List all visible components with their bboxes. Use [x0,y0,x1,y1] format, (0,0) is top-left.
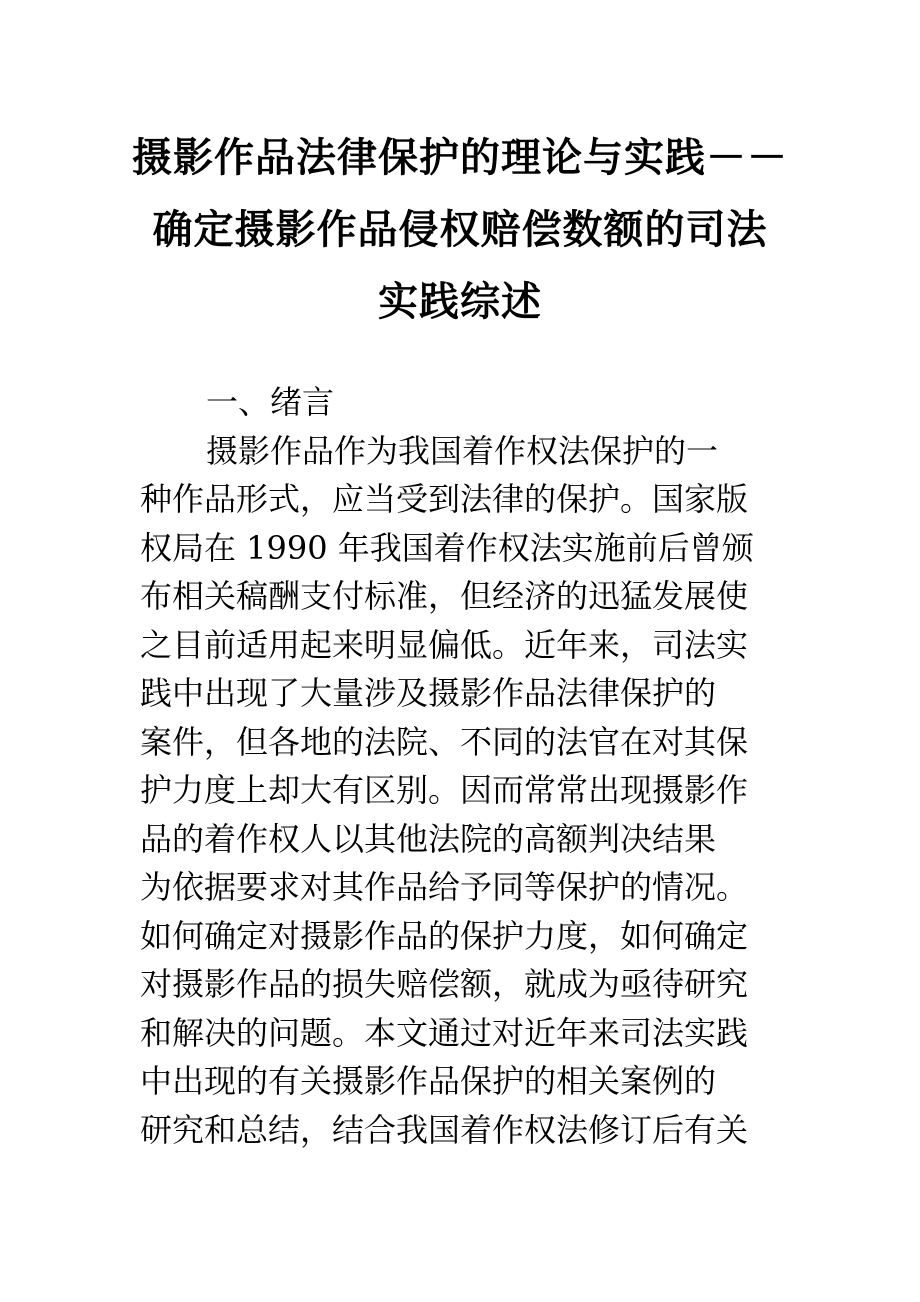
paragraph-line: 权局在 1990 年我国着作权法实施前后曾颁 [140,528,754,567]
paragraph-line: 品的着作权人以其他法院的高额判决结果 [140,819,717,858]
document-body [140,378,820,1154]
paragraph-line: 布相关稿酬支付标准，但经济的迅猛发展使 [140,577,749,615]
paragraph-line: 护力度上却大有区别。因而常常出现摄影作 [140,771,749,809]
paragraph-line: 摄影作品作为我国着作权法保护的一 [206,431,719,470]
section-heading: 一、绪言 [206,383,335,421]
paragraph-line: 对摄影作品的损失赔偿额，就成为亟待研究 [140,965,749,1003]
paragraph-line: 种作品形式，应当受到法律的保护。国家版 [140,480,749,518]
title-line: 确定摄影作品侵权赔偿数额的司法 [152,207,768,253]
paragraph-line: 如何确定对摄影作品的保护力度，如何确定 [140,916,749,955]
title-line: 摄影作品法律保护的理论与实践－－ [132,135,788,181]
paragraph-line: 研究和总结，结合我国着作权法修订后有关 [140,1110,749,1149]
paragraph-line: 中出现的有关摄影作品保护的相关案例的 [140,1062,717,1100]
title-line: 实践综述 [378,279,542,325]
paragraph-line: 之目前适用起来明显偏低。近年来，司法实 [140,625,749,664]
paragraph-line: 案件，但各地的法院、不同的法官在对其保 [140,722,749,761]
paragraph-line: 为依据要求对其作品给予同等保护的情况。 [140,868,749,906]
paragraph-line: 践中出现了大量涉及摄影作品法律保护的 [140,674,717,712]
document-title [100,122,820,338]
paragraph-line: 和解决的问题。本文通过对近年来司法实践 [140,1013,749,1052]
